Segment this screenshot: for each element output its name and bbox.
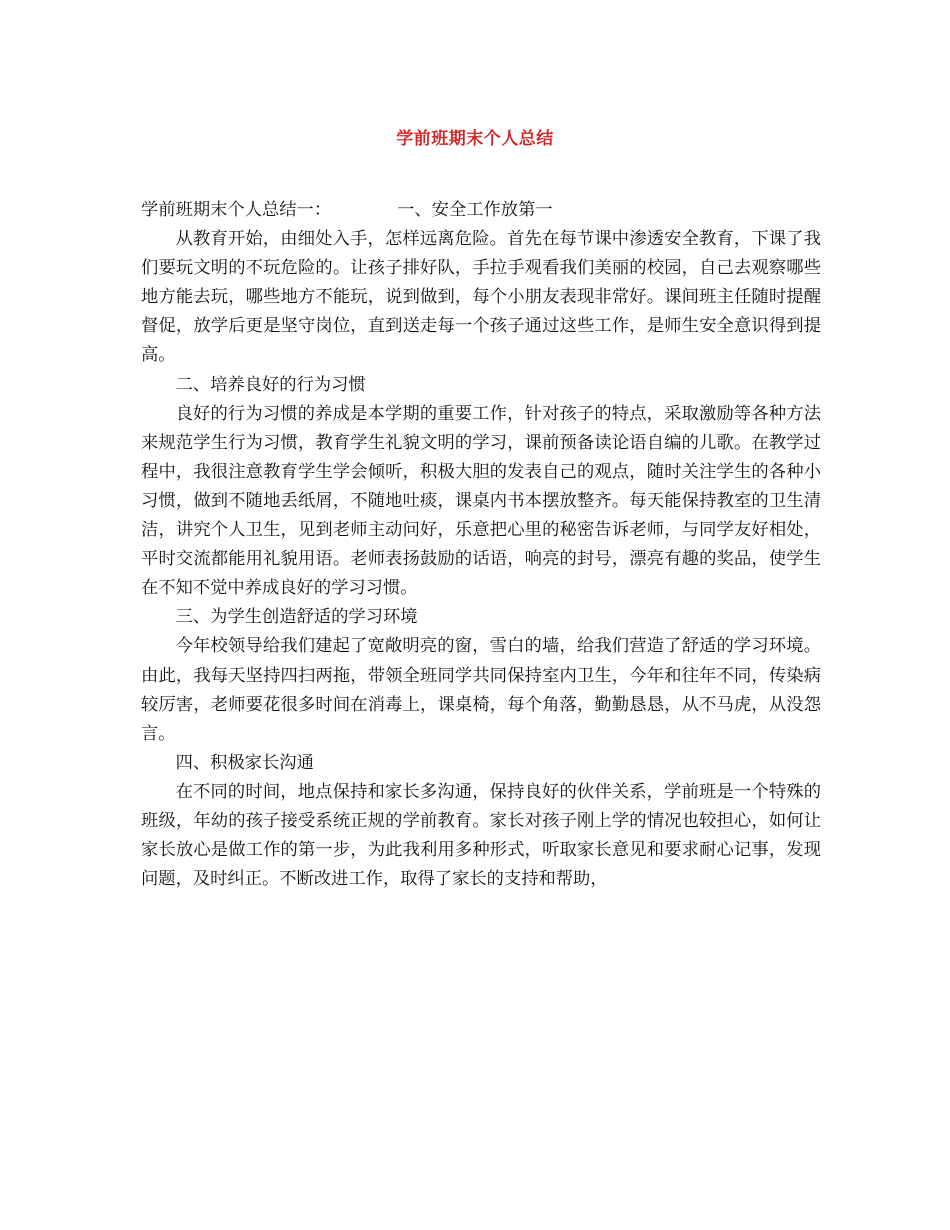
intro-label: 学前班期末个人总结一： [141, 200, 332, 220]
document-body [141, 196, 821, 894]
paragraph-parents: 在不同的时间，地点保持和家长多沟通，保持良好的伙伴关系，学前班是一个特殊的班级，年幼的孩子接受系统正规的学前教育。家长对孩子刚上学的情况也较担心，如何让家长放心是做工作的第一步，为此我利用多种形式，听取家长意见和要求耐心记事，发现问题，及时纠正。不断改进工作，取得了家长的支持和帮助， [141, 781, 821, 890]
page-title: 学前班期末个人总结 [396, 129, 554, 149]
paragraph-safety: 从教育开始，由细处入手，怎样远离危险。首先在每节课中渗透安全教育，下课了我们要玩文明的不玩危险的。让孩子排好队，手拉手观看我们美丽的校园，自己去观察哪些地方能去玩，哪些地方不能玩，说到做到，每个小朋友表现非常好。课间班主任随时提醒督促，放学后更是坚守岗位，直到送走每一个孩子通过这些工作，是师生安全意识得到提高。 [141, 229, 821, 366]
section-heading-4: 四、积极家长沟通 [175, 752, 314, 773]
intro-line [141, 196, 821, 225]
paragraph-habits: 良好的行为习惯的养成是本学期的重要工作，针对孩子的特点，采取激励等各种方法来规范学生行为习惯，教育学生礼貌文明的学习，课前预备读论语自编的儿歌。在教学过程中，我很注意教育学生学会倾听，积极大胆的发表自己的观点，随时关注学生的各种小习惯，做到不随地丢纸屑，不随地吐痰，课桌内书本摆放整齐。每天能保持教室的卫生清洁，讲究个人卫生，见到老师主动问好，乐意把心里的秘密告诉老师，与同学友好相处，平时交流都能用礼貌用语。老师表扬鼓励的话语，响亮的封号，漂亮有趣的奖品，使学生在不知不觉中养成良好的学习习惯。 [141, 403, 821, 599]
section-heading-3: 三、为学生创造舒适的学习环境 [175, 607, 418, 628]
section-heading-1: 一、安全工作放第一 [397, 200, 553, 220]
paragraph-environment: 今年校领导给我们建起了宽敞明亮的窗，雪白的墙，给我们营造了舒适的学习环境。由此，我每天坚持四扫两拖，带领全班同学共同保持室内卫生，今年和往年不同，传染病较厉害，老师要花很多时间在消毒上，课桌椅，每个角落，勤勤恳恳，从不马虎，从没怨言。 [141, 636, 821, 744]
section-heading-2: 二、培养良好的行为习惯 [175, 374, 366, 395]
